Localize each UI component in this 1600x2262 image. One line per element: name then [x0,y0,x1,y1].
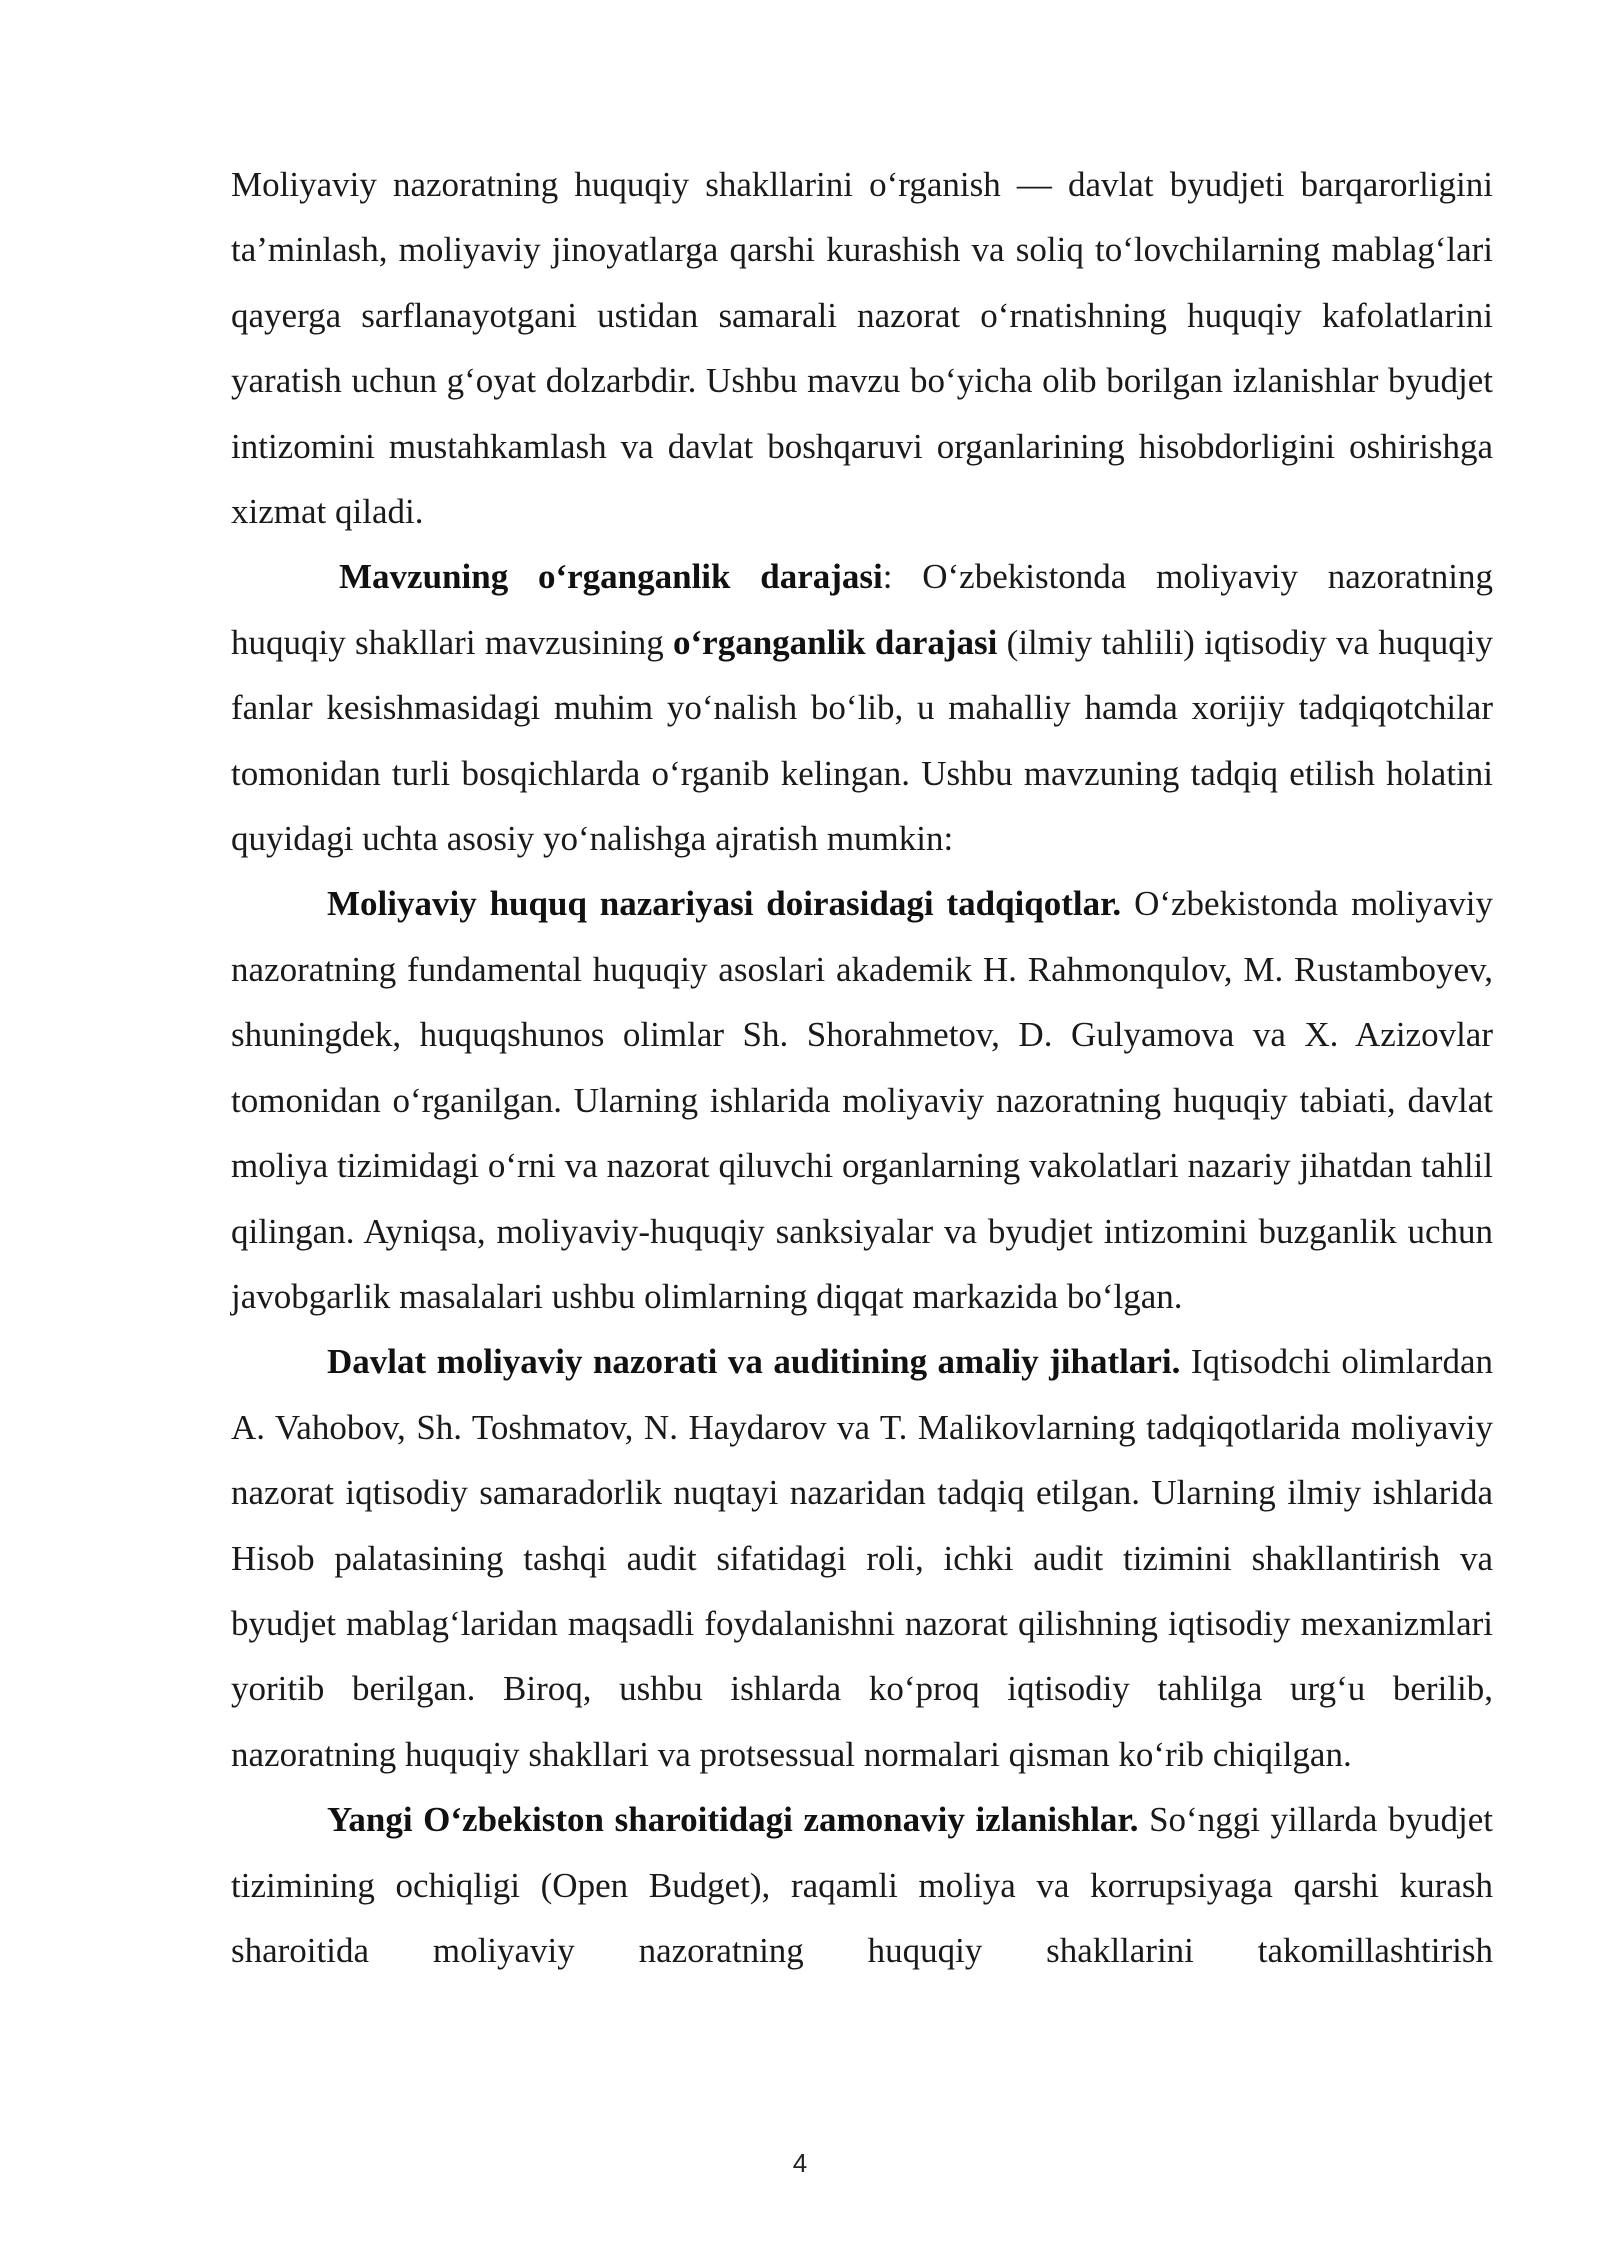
paragraph-text: : O‘zbekistonda moliyaviy nazoratning huquqiy shakllari mavzusining [231,557,1493,662]
document-body [231,152,1493,1983]
paragraph-modern-research [231,1787,1493,1983]
paragraph-heading: Mavzuning o‘rganganlik darajasi [339,557,883,597]
paragraph-text: Iqtisodchi olimlardan A. Vahobov, Sh. Toshmatov, N. Haydarov va T. Malikovlarning tadqiqotlarida moliyaviy nazorat iqtisodiy samaradorlik nuqtayi nazaridan tadqiq etilgan. Ularning ilmiy ishlarida Hisob palatasining tashqi audit sifatidagi roli, ichki audit tizimini shakllantirish va byudjet mablag‘laridan maqsadli foydalanishni nazorat qilishning iqtisodiy mexanizmlari yoritib berilgan. Biroq, ushbu ishlarda ko‘proq iqtisodiy tahlilga urg‘u berilib, nazoratning huquqiy shakllari va protsessual normalari qisman ko‘rib chiqilgan. [231,1342,1493,1774]
bold-inline-term: o‘rganganlik darajasi [673,622,998,662]
page-number: 4 [792,2148,808,2178]
paragraph-study-level [231,544,1493,871]
paragraph-text: (ilmiy tahlili) iqtisodiy va huquqiy fanlar kesishmasidagi muhim yo‘nalish bo‘lib, u mahalliy hamda xorijiy tadqiqotchilar tomonidan turli bosqichlarda o‘rganib kelingan. Ushbu mavzuning tadqiq etilish holatini quyidagi uchta asosiy yo‘nalishga ajratish mumkin: [231,622,1493,859]
paragraph-text: O‘zbekistonda moliyaviy nazoratning fundamental huquqiy asoslari akademik H. Rahmonqulov, M. Rustamboyev, shuningdek, huquqshunos olimlar Sh. Shorahmetov, D. Gulyamova va X. Azizovlar tomonidan o‘rganilgan. Ularning ishlarida moliyaviy nazoratning huquqiy tabiati, davlat moliya tizimidagi o‘rni va nazorat qiluvchi organlarning vakolatlari nazariy jihatdan tahlil qilingan. Ayniqsa, moliyaviy-huquqiy sanksiyalar va byudjet intizomini buzganlik uchun javobgarlik masalalari ushbu olimlarning diqqat markazida bo‘lgan. [231,884,1493,1316]
paragraph-state-audit [231,1329,1493,1787]
paragraph-heading: Davlat moliyaviy nazorati va auditining amaliy jihatlari. [327,1342,1181,1382]
paragraph-relevance [231,152,1493,544]
paragraph-text: So‘nggi yillarda byudjet tizimining ochiqligi (Open Budget), raqamli moliya va korrupsiyaga qarshi kurash sharoitida moliyaviy nazoratning huquqiy shakllarini takomillashtirish [231,1800,1493,1970]
paragraph-heading: Moliyaviy huquq nazariyasi doirasidagi tadqiqotlar. [327,884,1122,924]
paragraph-text: Moliyaviy nazoratning huquqiy shakllarini o‘rganish — davlat byudjeti barqarorligini ta’minlash, moliyaviy jinoyatlarga qarshi kurashish va soliq to‘lovchilarning mablag‘lari qayerga sarflanayotgani ustidan samarali nazorat o‘rnatishning huquqiy kafolatlarini yaratish uchun g‘oyat dolzarbdir. Ushbu mavzu bo‘yicha olib borilgan izlanishlar byudjet intizomini mustahkamlash va davlat boshqaruvi organlarining hisobdorligini oshirishga xizmat qiladi. [231,165,1493,532]
paragraph-financial-law-theory [231,871,1493,1329]
paragraph-heading: Yangi O‘zbekiston sharoitidagi zamonaviy izlanishlar. [327,1800,1139,1840]
